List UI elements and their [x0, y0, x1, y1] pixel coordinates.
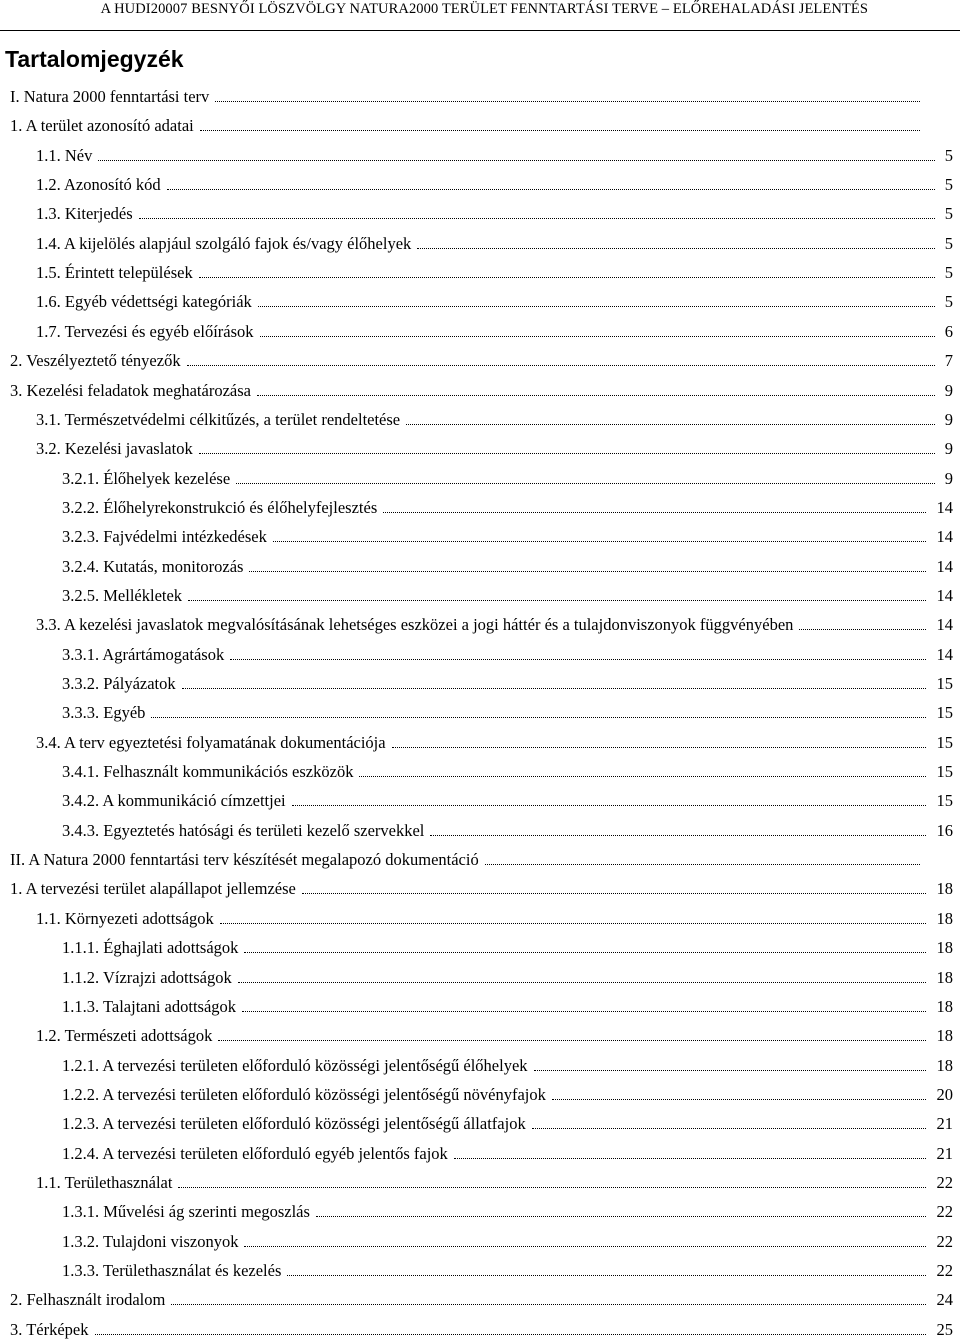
toc-entry-page: 22: [936, 1202, 953, 1222]
running-header-title: A HUDI20007 BESNYŐI LÖSZVÖLGY NATURA2000 TERÜLET FENNTARTÁSI TERVE – ELŐREHALADÁSI JELENTÉS: [100, 1, 868, 17]
dot-leader: [273, 541, 926, 542]
toc-entry-page: 5: [944, 292, 953, 312]
dot-leader: [534, 1070, 926, 1071]
toc-entry-text: 1.3. Kiterjedés: [36, 204, 133, 224]
toc-entry-text: 3.4.2. A kommunikáció címzettjei: [62, 791, 286, 811]
toc-entry-page: 14: [936, 527, 953, 547]
toc-entry-text: 3.3.3. Egyéb: [62, 703, 146, 723]
toc-entry-page: 14: [936, 615, 953, 635]
toc-entry-text: 1.2.4. A tervezési területen előforduló egyéb jelentős fajok: [62, 1143, 448, 1163]
toc-entry-text: 3.3.1. Agrártámogatások: [62, 644, 225, 664]
dot-leader: [316, 1216, 926, 1217]
toc-entry-page: 5: [944, 233, 953, 253]
toc-entry[interactable]: [0, 1258, 960, 1284]
dot-leader: [182, 688, 926, 689]
toc-entry-page: 15: [936, 703, 953, 723]
toc-entry-text: 3. Kezelési feladatok meghatározása: [10, 380, 251, 400]
toc-entry-text: 3.2. Kezelési javaslatok: [36, 439, 193, 459]
toc-entry-text: 1.2. Természeti adottságok: [36, 1026, 213, 1046]
dot-leader: [430, 835, 926, 836]
toc-entry[interactable]: [0, 935, 960, 961]
toc-entry-text: 3.2.4. Kutatás, monitorozás: [62, 556, 244, 576]
toc-entry-page: 7: [944, 351, 953, 371]
toc-entry-page: 18: [936, 967, 953, 987]
toc-entry-text: 1.5. Érintett települések: [36, 263, 193, 283]
toc-entry-text: 1.1. Név: [36, 145, 93, 165]
toc-entry-text: 1.2.3. A tervezési területen előforduló közösségi jelentőségű állatfajok: [62, 1114, 526, 1134]
toc-entry-page: 5: [944, 145, 953, 165]
toc-entry[interactable]: [0, 143, 960, 169]
toc-entry[interactable]: [0, 671, 960, 697]
dot-leader: [242, 1011, 926, 1012]
dot-leader: [302, 893, 926, 894]
toc-entry[interactable]: [0, 407, 960, 433]
toc-entry-page: 20: [936, 1084, 953, 1104]
toc-entry-text: 3.4.3. Egyeztetés hatósági és területi kezelő szervekkel: [62, 820, 425, 840]
toc-entry-page: 21: [936, 1114, 953, 1134]
dot-leader: [287, 1275, 926, 1276]
toc-entry-page: 22: [936, 1261, 953, 1280]
toc-entry-text: 1.2.2. A tervezési területen előforduló közösségi jelentőségű növényfajok: [62, 1084, 546, 1104]
toc-entry[interactable]: [0, 906, 960, 932]
toc-entry-text: 1.1. Területhasználat: [36, 1172, 173, 1192]
toc-entry[interactable]: [0, 583, 960, 609]
toc-entry-text: 3.4.1. Felhasznált kommunikációs eszközök: [62, 762, 354, 782]
toc-entry[interactable]: [0, 876, 960, 902]
toc-entry-page: 14: [936, 497, 953, 517]
toc-entry-page: 15: [936, 762, 953, 782]
toc-entry-page: 14: [936, 556, 953, 576]
toc-entry-text: 2. Felhasznált irodalom: [10, 1290, 166, 1310]
toc-entry[interactable]: [0, 231, 960, 257]
toc-entry[interactable]: [0, 1287, 960, 1313]
toc-entry-page: 9: [944, 380, 953, 400]
dot-leader: [188, 600, 926, 601]
toc-entry[interactable]: [0, 1170, 960, 1196]
toc-entry[interactable]: [0, 847, 960, 873]
toc-entry[interactable]: [0, 1317, 960, 1343]
toc-entry-text: 1.2. Azonosító kód: [36, 175, 161, 195]
toc-entry-page: 5: [944, 175, 953, 195]
dot-leader: [244, 952, 926, 953]
dot-leader: [199, 453, 935, 454]
toc-entry[interactable]: [0, 172, 960, 198]
toc-entry[interactable]: [0, 1199, 960, 1225]
toc-entry-text: 1.6. Egyéb védettségi kategóriák: [36, 292, 252, 312]
toc-entry[interactable]: [0, 730, 960, 756]
toc-entry-page: 15: [936, 674, 953, 693]
toc-entry-text: 1.1. Környezeti adottságok: [36, 908, 214, 928]
toc-entry-page: 18: [936, 938, 953, 958]
toc-entry-page: 15: [936, 732, 953, 752]
toc-entry[interactable]: [0, 1229, 960, 1255]
toc-entry-page: 22: [936, 1231, 953, 1251]
dot-leader: [552, 1099, 926, 1100]
dot-leader: [292, 805, 926, 806]
dot-leader: [532, 1128, 926, 1129]
toc-entry-text: 3.3.2. Pályázatok: [62, 674, 176, 693]
toc-entry[interactable]: [0, 84, 960, 110]
toc-entry-page: 18: [936, 908, 953, 928]
toc-entry-text: 1.3.2. Tulajdoni viszonyok: [62, 1231, 239, 1251]
toc-entry-page: 5: [944, 263, 953, 283]
dot-leader: [218, 1040, 926, 1041]
toc-entry[interactable]: [0, 378, 960, 404]
toc-entry-page: 9: [944, 439, 953, 459]
toc-entry-text: 3.2.5. Mellékletek: [62, 585, 183, 605]
dot-leader: [200, 130, 920, 131]
toc-entry[interactable]: [0, 700, 960, 726]
dot-leader: [178, 1187, 926, 1188]
dot-leader: [799, 629, 926, 630]
toc-entry-text: 1.1.2. Vízrajzi adottságok: [62, 967, 232, 987]
dot-leader: [417, 248, 935, 249]
toc-entry-text: 3.2.1. Élőhelyek kezelése: [62, 468, 231, 488]
dot-leader: [98, 160, 935, 161]
toc-entry-page: 9: [944, 409, 953, 429]
toc-entry[interactable]: [0, 1053, 960, 1079]
toc-entry-page: 18: [936, 996, 953, 1016]
toc-entry[interactable]: [0, 1082, 960, 1108]
toc-entry-page: 18: [936, 1055, 953, 1075]
toc-entry-text: 3.2.2. Élőhelyrekonstrukció és élőhelyfejlesztés: [62, 497, 378, 517]
dot-leader: [260, 336, 935, 337]
toc-entry[interactable]: [0, 788, 960, 814]
toc-entry[interactable]: [0, 436, 960, 462]
toc-entry[interactable]: [0, 524, 960, 550]
toc-entry-page: 18: [936, 879, 953, 899]
toc-entry-page: 25: [936, 1319, 953, 1339]
dot-leader: [215, 101, 920, 102]
toc-entry-text: 3.2.3. Fajvédelmi intézkedések: [62, 527, 267, 547]
toc-entry-text: 1.2.1. A tervezési területen előforduló közösségi jelentőségű élőhelyek: [62, 1055, 528, 1075]
dot-leader: [383, 512, 926, 513]
toc-entry[interactable]: [0, 319, 960, 345]
toc-entry[interactable]: [0, 1141, 960, 1167]
toc-entry[interactable]: [0, 113, 960, 139]
dot-leader: [406, 424, 935, 425]
dot-leader: [167, 189, 935, 190]
toc-entry-page: 14: [936, 644, 953, 664]
toc-entry[interactable]: [0, 554, 960, 580]
toc-entry-text: 3.3. A kezelési javaslatok megvalósításának lehetséges eszközei a jogi háttér és a tulajdonviszonyok függvényében: [36, 615, 794, 635]
dot-leader: [220, 923, 926, 924]
toc-entry-page: 16: [936, 820, 953, 840]
toc-entry[interactable]: [0, 1023, 960, 1049]
toc-entry-text: 3. Térképek: [10, 1319, 89, 1339]
toc-entry[interactable]: [0, 289, 960, 315]
dot-leader: [249, 571, 926, 572]
dot-leader: [454, 1158, 926, 1159]
dot-leader: [151, 717, 926, 718]
dot-leader: [171, 1304, 926, 1305]
toc-entry-page: 14: [936, 585, 953, 605]
dot-leader: [485, 864, 920, 865]
toc-entry-page: 9: [944, 468, 953, 488]
toc-entry-text: 1.3.3. Területhasználat és kezelés: [62, 1261, 282, 1280]
toc-entry[interactable]: [0, 642, 960, 668]
toc-entry-text: 1.7. Tervezési és egyéb előírások: [36, 321, 254, 341]
toc-entry[interactable]: [0, 495, 960, 521]
toc-entry-text: II. A Natura 2000 fenntartási terv készítését megalapozó dokumentáció: [10, 850, 479, 870]
dot-leader: [258, 306, 935, 307]
toc-entry-text: 1.1.1. Éghajlati adottságok: [62, 938, 239, 958]
dot-leader: [244, 1246, 926, 1247]
toc-entry[interactable]: [0, 348, 960, 374]
toc-entry-text: 1.3.1. Művelési ág szerinti megoszlás: [62, 1202, 310, 1222]
toc-entry[interactable]: [0, 965, 960, 991]
toc-entry-text: 1.1.3. Talajtani adottságok: [62, 996, 237, 1016]
toc-entry-page: 5: [944, 204, 953, 224]
toc-entry-text: 3.1. Természetvédelmi célkitűzés, a terület rendeltetése: [36, 409, 401, 429]
toc-entry[interactable]: [0, 818, 960, 844]
toc-entry[interactable]: [0, 260, 960, 286]
toc-entry[interactable]: [0, 759, 960, 785]
dot-leader: [187, 365, 935, 366]
toc-entry[interactable]: [0, 201, 960, 227]
dot-leader: [199, 277, 935, 278]
toc-entry-page: 18: [936, 1026, 953, 1046]
toc-entry-text: I. Natura 2000 fenntartási terv: [10, 87, 210, 106]
dot-leader: [95, 1334, 926, 1335]
dot-leader: [392, 747, 926, 748]
toc-title: Tartalomjegyzék: [5, 46, 184, 72]
toc-entry-text: 1. A tervezési terület alapállapot jellemzése: [10, 879, 296, 899]
dot-leader: [238, 982, 926, 983]
toc-entry-text: 1.4. A kijelölés alapjául szolgáló fajok és/vagy élőhelyek: [36, 233, 412, 253]
toc-entry[interactable]: [0, 1111, 960, 1137]
toc-entry[interactable]: [0, 466, 960, 492]
toc-entry[interactable]: [0, 994, 960, 1020]
toc-entry-page: 6: [944, 321, 953, 341]
toc-entry-page: 24: [936, 1290, 953, 1310]
dot-leader: [236, 483, 935, 484]
dot-leader: [230, 659, 926, 660]
toc-entry-page: 22: [936, 1172, 953, 1192]
dot-leader: [139, 218, 935, 219]
toc-entry-text: 3.4. A terv egyeztetési folyamatának dokumentációja: [36, 732, 386, 752]
toc-entry-page: 15: [936, 791, 953, 811]
toc-entry-text: 1. A terület azonosító adatai: [10, 116, 194, 136]
toc-entry-text: 2. Veszélyeztető tényezők: [10, 351, 181, 371]
toc-entry[interactable]: [0, 612, 960, 638]
dot-leader: [359, 776, 926, 777]
dot-leader: [257, 395, 935, 396]
toc-entry-page: 21: [936, 1143, 953, 1163]
